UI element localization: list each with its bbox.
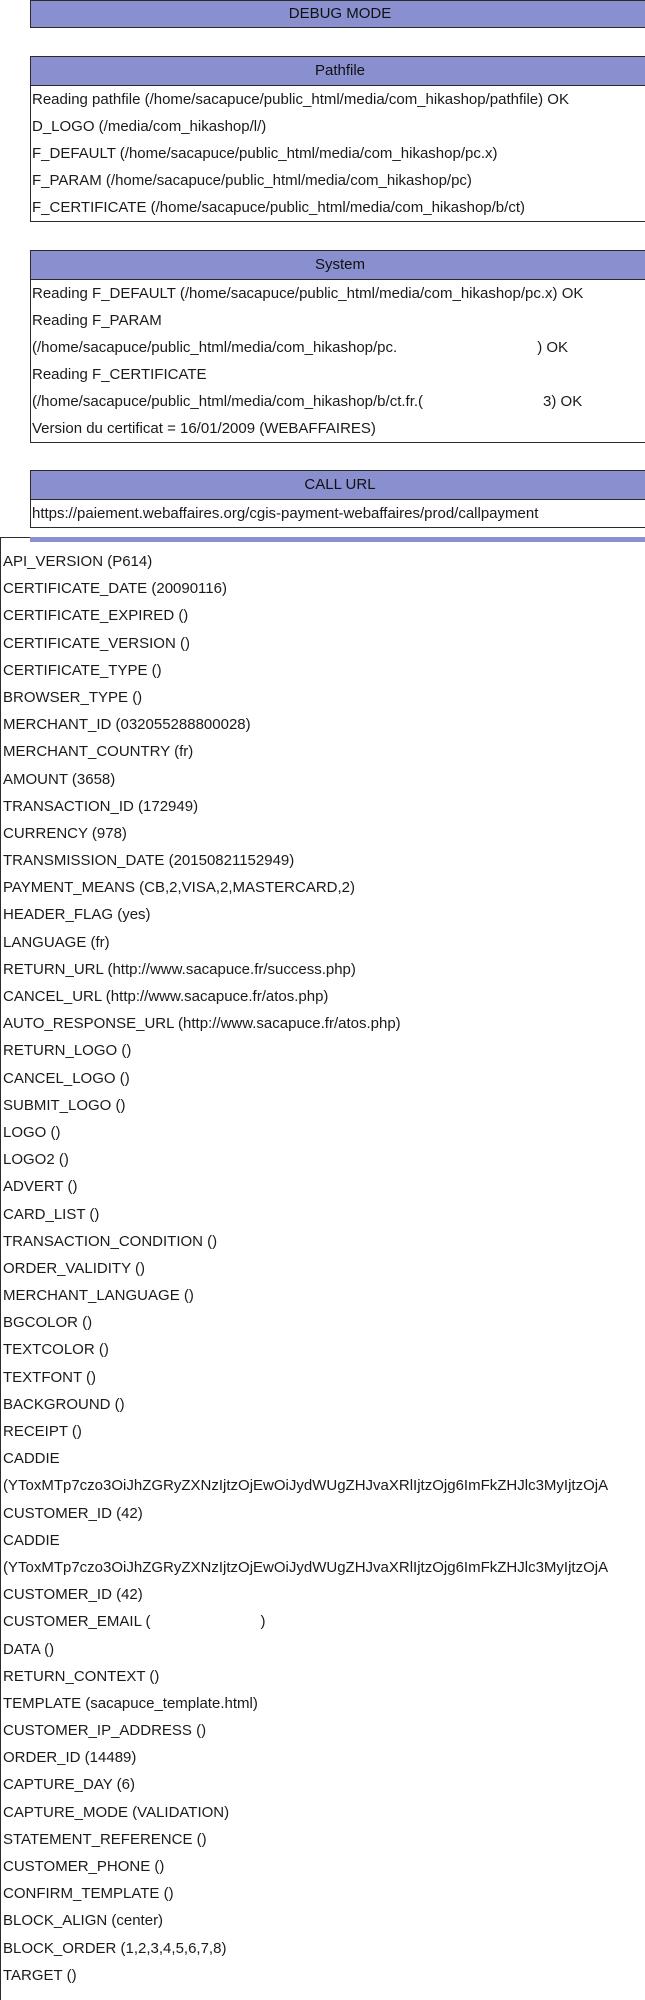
parameter-item: CONFIRM_TEMPLATE () <box>3 1885 174 1903</box>
parameter-item: CAPTURE_MODE (VALIDATION) <box>3 1803 230 1821</box>
parameter-item-text: CUSTOMER_EMAIL ( <box>3 1613 151 1631</box>
parameter-item: ADVERT () <box>3 1178 78 1196</box>
debug-mode-title: DEBUG MODE <box>31 1 645 27</box>
parameter-item: (YToxMTp7czo3OiJhZGRyZXNzIjtzOjEwOiJydWUgZHJvaXRlIjtzOjg6ImFkZHJlc3MyIjtzOjA <box>3 1477 609 1495</box>
system-line: Version du certificat = 16/01/2009 (WEBAFFAIRES) <box>32 420 376 437</box>
parameter-item: BLOCK_ORDER (1,2,3,4,5,6,7,8) <box>3 1939 227 1957</box>
parameter-item: MERCHANT_ID (032055288800028) <box>3 716 251 734</box>
parameter-item: TRANSMISSION_DATE (20150821152949) <box>3 852 295 870</box>
parameters-header-bar <box>30 537 645 542</box>
parameter-item: CUSTOMER_ID (42) <box>3 1504 143 1522</box>
parameter-item: BLOCK_ALIGN (center) <box>3 1912 164 1930</box>
parameter-item: TEXTFONT () <box>3 1368 97 1386</box>
parameter-item: RECEIPT () <box>3 1423 82 1440</box>
parameter-item: CUSTOMER_IP_ADDRESS () <box>3 1722 207 1740</box>
parameter-item: RETURN_LOGO () <box>3 1042 132 1060</box>
pathfile-line: F_DEFAULT (/home/sacapuce/public_html/media/com_hikashop/pc.x) <box>32 145 498 162</box>
parameter-item: CADDIE <box>3 1450 60 1468</box>
parameter-item: SUBMIT_LOGO () <box>3 1096 126 1114</box>
request-parameters-panel <box>0 537 645 2000</box>
parameter-item: STATEMENT_REFERENCE () <box>3 1830 207 1848</box>
parameter-list <box>1 538 645 1989</box>
parameter-item: CUSTOMER_ID (42) <box>3 1586 143 1604</box>
parameter-item: ORDER_ID (14489) <box>3 1749 137 1767</box>
system-line: Reading F_CERTIFICATE <box>32 366 207 383</box>
system-line: Reading F_PARAM <box>32 312 162 329</box>
call-url-value: https://paiement.webaffaires.org/cgis-payment-webaffaires/prod/callpayment <box>32 505 539 522</box>
parameter-item: DATA () <box>3 1640 55 1658</box>
pathfile-line: D_LOGO (/media/com_hikashop/l/) <box>32 118 267 135</box>
parameter-item: CUSTOMER_PHONE () <box>3 1858 165 1875</box>
parameter-item: BROWSER_TYPE () <box>3 688 143 706</box>
parameter-item-customer-email <box>3 1608 645 1635</box>
pathfile-line: Reading pathfile (/home/sacapuce/public_html/media/com_hikashop/pathfile) OK <box>32 91 569 108</box>
parameter-item: AUTO_RESPONSE_URL (http://www.sacapuce.fr/atos.php) <box>3 1015 401 1033</box>
parameter-item: CARD_LIST () <box>3 1205 100 1223</box>
parameter-item: HEADER_FLAG (yes) <box>3 906 151 924</box>
parameter-item: RETURN_URL (http://www.sacapuce.fr/success.php) <box>3 960 356 978</box>
system-line: Reading F_DEFAULT (/home/sacapuce/public_html/media/com_hikashop/pc.x) OK <box>32 285 584 302</box>
parameter-item: BACKGROUND () <box>3 1395 125 1413</box>
system-line <box>31 388 645 415</box>
parameter-item: PAYMENT_MEANS (CB,2,VISA,2,MASTERCARD,2) <box>3 879 356 897</box>
parameter-item: TRANSACTION_ID (172949) <box>3 797 199 815</box>
parameter-item: CERTIFICATE_TYPE () <box>3 661 162 679</box>
parameter-item: CANCEL_LOGO () <box>3 1069 130 1087</box>
system-line-text: 3) OK <box>543 393 583 410</box>
parameter-item: TARGET () <box>3 1966 77 1984</box>
system-title: System <box>31 251 645 280</box>
system-line <box>31 334 645 361</box>
parameter-item: RETURN_CONTEXT () <box>3 1667 160 1685</box>
parameter-item: CANCEL_URL (http://www.sacapuce.fr/atos.php) <box>3 988 329 1005</box>
system-line-text: (/home/sacapuce/public_html/media/com_hikashop/pc. <box>32 339 398 356</box>
pathfile-panel <box>30 56 645 222</box>
parameter-item: CADDIE <box>3 1531 60 1549</box>
parameter-item: AMOUNT (3658) <box>3 770 116 788</box>
parameter-item: CURRENCY (978) <box>3 824 127 842</box>
parameter-item: LOGO () <box>3 1123 61 1141</box>
parameter-item: (YToxMTp7czo3OiJhZGRyZXNzIjtzOjEwOiJydWUgZHJvaXRlIjtzOjg6ImFkZHJlc3MyIjtzOjA <box>3 1558 609 1576</box>
parameter-item: TEMPLATE (sacapuce_template.html) <box>3 1694 258 1712</box>
parameter-item: CERTIFICATE_EXPIRED () <box>3 607 189 625</box>
parameter-item: MERCHANT_COUNTRY (fr) <box>3 743 194 761</box>
parameter-item: LANGUAGE (fr) <box>3 933 110 951</box>
parameter-item: TEXTCOLOR () <box>3 1341 109 1359</box>
parameter-item: MERCHANT_LANGUAGE () <box>3 1287 194 1305</box>
system-line-text: (/home/sacapuce/public_html/media/com_hikashop/b/ct.fr.( <box>32 393 424 410</box>
system-panel <box>30 250 645 443</box>
parameter-item: BGCOLOR () <box>3 1314 93 1332</box>
parameter-item-text: ) <box>260 1613 266 1631</box>
parameter-item: CERTIFICATE_DATE (20090116) <box>3 580 227 598</box>
call-url-panel <box>30 470 645 528</box>
parameter-item: ORDER_VALIDITY () <box>3 1259 145 1277</box>
debug-mode-panel <box>30 0 645 28</box>
parameter-item: API_VERSION (P614) <box>3 553 153 570</box>
parameter-item: CAPTURE_DAY (6) <box>3 1776 135 1794</box>
pathfile-line: F_CERTIFICATE (/home/sacapuce/public_html/media/com_hikashop/b/ct) <box>32 199 525 216</box>
parameter-item: LOGO2 () <box>3 1151 69 1169</box>
pathfile-line: F_PARAM (/home/sacapuce/public_html/media/com_hikashop/pc) <box>32 172 472 189</box>
parameter-item: CERTIFICATE_VERSION () <box>3 634 190 652</box>
system-line-text: ) OK <box>537 339 569 356</box>
call-url-title: CALL URL <box>31 471 645 500</box>
pathfile-title: Pathfile <box>31 57 645 86</box>
parameter-item: TRANSACTION_CONDITION () <box>3 1232 218 1250</box>
